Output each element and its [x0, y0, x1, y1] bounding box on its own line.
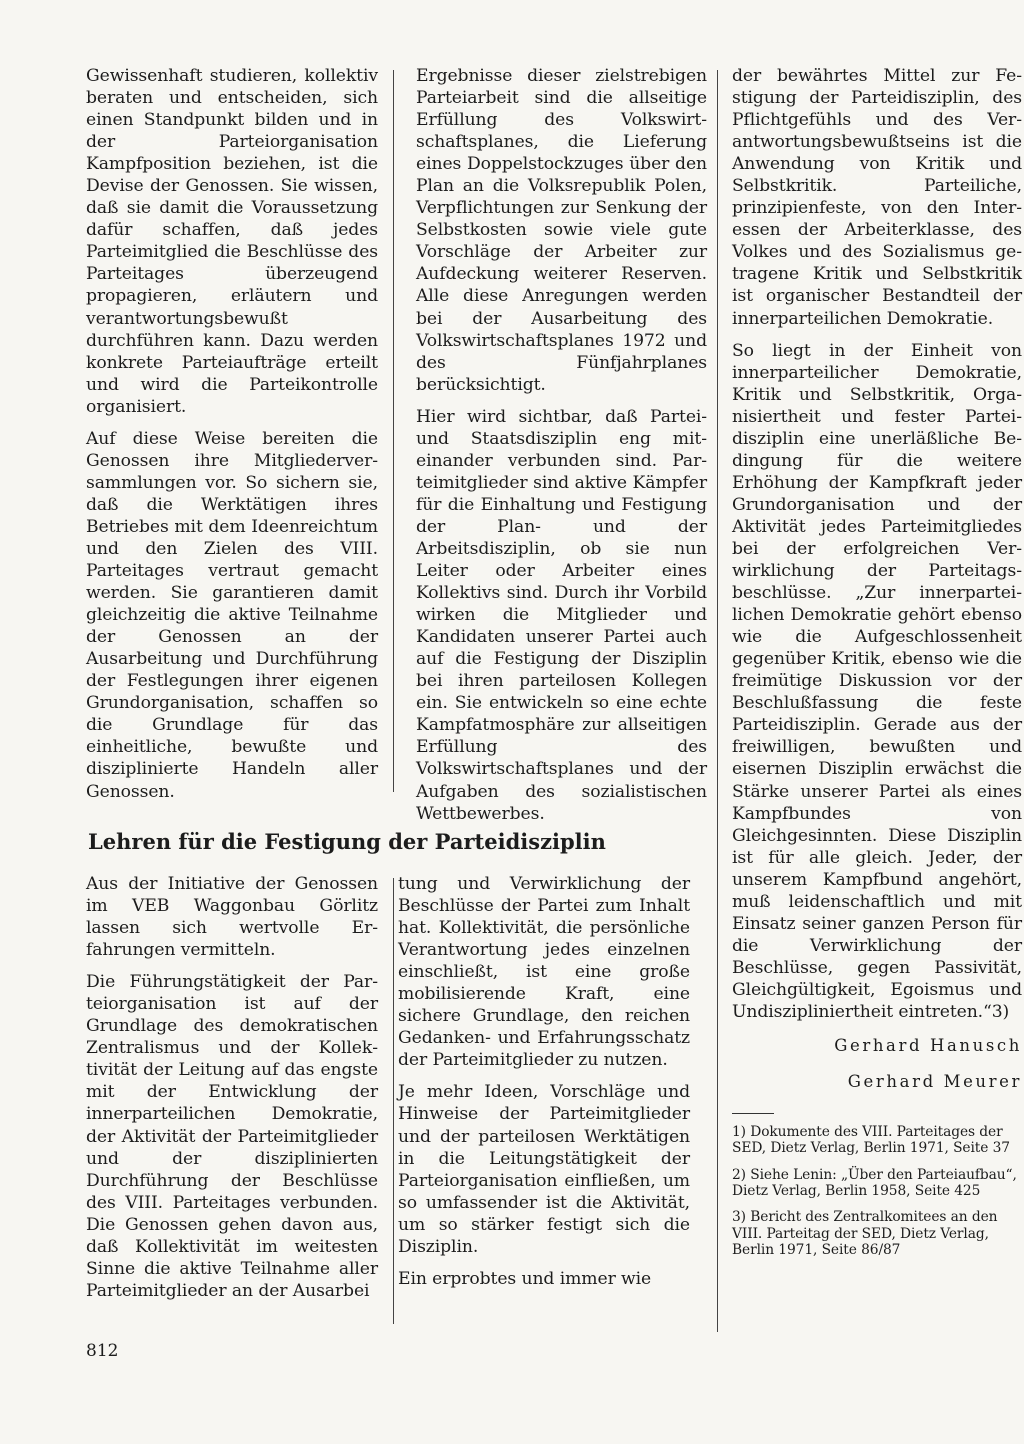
upper-middle-column	[416, 65, 707, 835]
paragraph: Ergebnisse dieser zielstrebigen Parteiarbeit sind die allseitige Erfüllung des Volkswirtschaftsplanes, die Lieferung eines Doppelstockzuges über den Plan an die Volksrepublik Polen, Verpflichtungen zur Senkung der Selbstkosten sowie viele gute Vorschläge der Arbeiter zur Aufdeckung weiterer Reserven. Alle diese Anregungen werden bei der Ausarbeitung des Volkswirtschaftsplanes 1972 und des Fünfjahrplanes berücksichtigt.	[416, 66, 707, 395]
page-number: 812	[86, 1341, 119, 1361]
footnote: 1) Dokumente des VIII. Parteitages der SED, Dietz Verlag, Berlin 1971, Seite 37	[732, 1124, 1010, 1157]
footnote-divider	[732, 1113, 774, 1114]
paragraph: Je mehr Ideen, Vorschläge und Hinweise der Parteimitglieder und der parteilosen Werktätigen in die Leitungstätigkeit der Parteiorganisation einfließen, um so umfassender ist die Aktivität, um so stärker festigt sich die Disziplin.	[398, 1082, 690, 1257]
paragraph: tung und Verwirklichung der Beschlüsse der Partei zum Inhalt hat. Kollektivität, die persönliche Verantwortung jedes einzelnen einschließt, ist eine große mobilisierende Kraft, eine sichere Grundlage, den reichen Gedanken- und Erfahrungsschatz der Parteimitglieder zu nutzen.	[398, 874, 690, 1071]
column-divider	[393, 878, 394, 1324]
upper-left-column	[86, 65, 378, 813]
column-divider	[717, 70, 718, 1332]
lower-left-column	[86, 873, 378, 1312]
paragraph: der bewährtes Mittel zur Festigung der Parteidisziplin, des Pflichtgefühls und des Verantwortungsbewußtseins ist die Anwendung von Kritik und Selbstkritik. Parteiliche, prinzipienfeste, von den Interessen der Arbeiterklasse, des Volkes und des Sozialismus getragene Kritik und Selbstkritik ist organischer Bestandteil der innerparteilichen Demokratie.	[732, 66, 1022, 329]
footnote: 3) Bericht des Zentralkomitees an den VIII. Parteitag der SED, Dietz Verlag, Berlin 1971, Seite 86/87	[732, 1209, 998, 1258]
paragraph: Aus der Initiative der Genossen im VEB Waggonbau Görlitz lassen sich wertvolle Erfahrungen vermitteln.	[86, 874, 378, 961]
right-column	[732, 65, 1022, 1268]
column-divider	[393, 70, 394, 792]
paragraph: Die Führungstätigkeit der Parteiorganisation ist auf der Grundlage des demokratischen Zentralismus und der Kollektivität der Leitung auf das engste mit der Entwicklung der innerparteilichen Demokratie, der Aktivität der Parteimitglieder und der disziplinierten Durchführung der Beschlüsse des VIII. Parteitages verbunden. Die Genossen gehen davon aus, daß Kollektivität im weitesten Sinne die aktive Teilnahme aller Parteimitglieder an der Ausarbei	[86, 972, 378, 1301]
paragraph: Gewissenhaft studieren, kollektiv beraten und entscheiden, sich einen Standpunkt bilden und in der Parteiorganisation Kampfposition beziehen, ist die Devise der Genossen. Sie wissen, daß sie damit die Voraussetzung dafür schaffen, daß jedes Parteimitglied die Beschlüsse des Parteitages überzeugend propagieren, erläutern und verantwortungsbewußt durchführen kann. Dazu werden konkrete Parteiaufträge erteilt und wird die Parteikontrolle organisiert.	[86, 66, 378, 417]
section-heading: Lehren für die Festigung der Parteidisziplin	[88, 829, 606, 854]
paragraph: Ein erprobtes und immer wie	[398, 1268, 652, 1289]
paragraph: Hier wird sichtbar, daß Partei- und Staatsdisziplin eng miteinander verbunden sind. Parteimitglieder sind aktive Kämpfer für die Einhaltung und Festigung der Plan- und der Arbeitsdisziplin, ob sie nun Leiter oder Arbeiter eines Kollektivs sind. Durch ihr Vorbild wirken die Mitglieder und Kandidaten unserer Partei auch auf die Festigung der Disziplin bei ihren parteilosen Kollegen ein. Sie entwickeln so eine echte Kampfatmosphäre zur allseitigen Erfüllung des Volkswirtschaftsplanes und der Aufgaben des sozialistischen Wettbewerbes.	[416, 406, 707, 824]
paragraph: Auf diese Weise bereiten die Genossen ihre Mitgliederversammlungen vor. So sichern sie, daß die Werktätigen ihres Betriebes mit dem Ideenreichtum und den Zielen des VIII. Parteitages vertraut gemacht werden. Sie garantieren damit gleichzeitig die aktive Teilnahme der Genossen an der Ausarbeitung und Durchführung der Festlegungen ihrer eigenen Grundorganisation, schaffen so die Grundlage für das einheitliche, bewußte und disziplinierte Handeln aller Genossen.	[86, 428, 378, 802]
lower-middle-column	[398, 873, 690, 1300]
paragraph: So liegt in der Einheit von innerparteilicher Demokratie, Kritik und Selbstkritik, Organisiertheit und fester Parteidisziplin eine unerläßliche Bedingung für die weitere Erhöhung der Kampfkraft jeder Grundorganisation und der Aktivität jedes Parteimitgliedes bei der erfolgreichen Verwirklichung der Parteitagsbeschlüsse. „Zur innerparteilichen Demokratie gehört ebenso wie die Aufgeschlossenheit gegenüber Kritik, ebenso wie die freimütige Diskussion vor der Beschlußfassung die feste Parteidisziplin. Gerade aus der freiwilligen, bewußten und eisernen Disziplin erwächst die Stärke unserer Partei als eines Kampfbundes von Gleichgesinnten. Diese Disziplin ist für alle gleich. Jeder, der unserem Kampfbund angehört, muß leidenschaftlich und mit Einsatz seiner ganzen Person für die Verwirklichung der Beschlüsse, gegen Passivität, Gleichgültigkeit, Egoismus und Undiszipliniertheit eintreten.“3)	[732, 340, 1022, 1022]
author-signature: Gerhard Meurer	[847, 1072, 1022, 1092]
author-signature: Gerhard Hanusch	[834, 1036, 1022, 1056]
footnote: 2) Siehe Lenin: „Über den Parteiaufbau“, Dietz Verlag, Berlin 1958, Seite 425	[732, 1166, 1017, 1199]
